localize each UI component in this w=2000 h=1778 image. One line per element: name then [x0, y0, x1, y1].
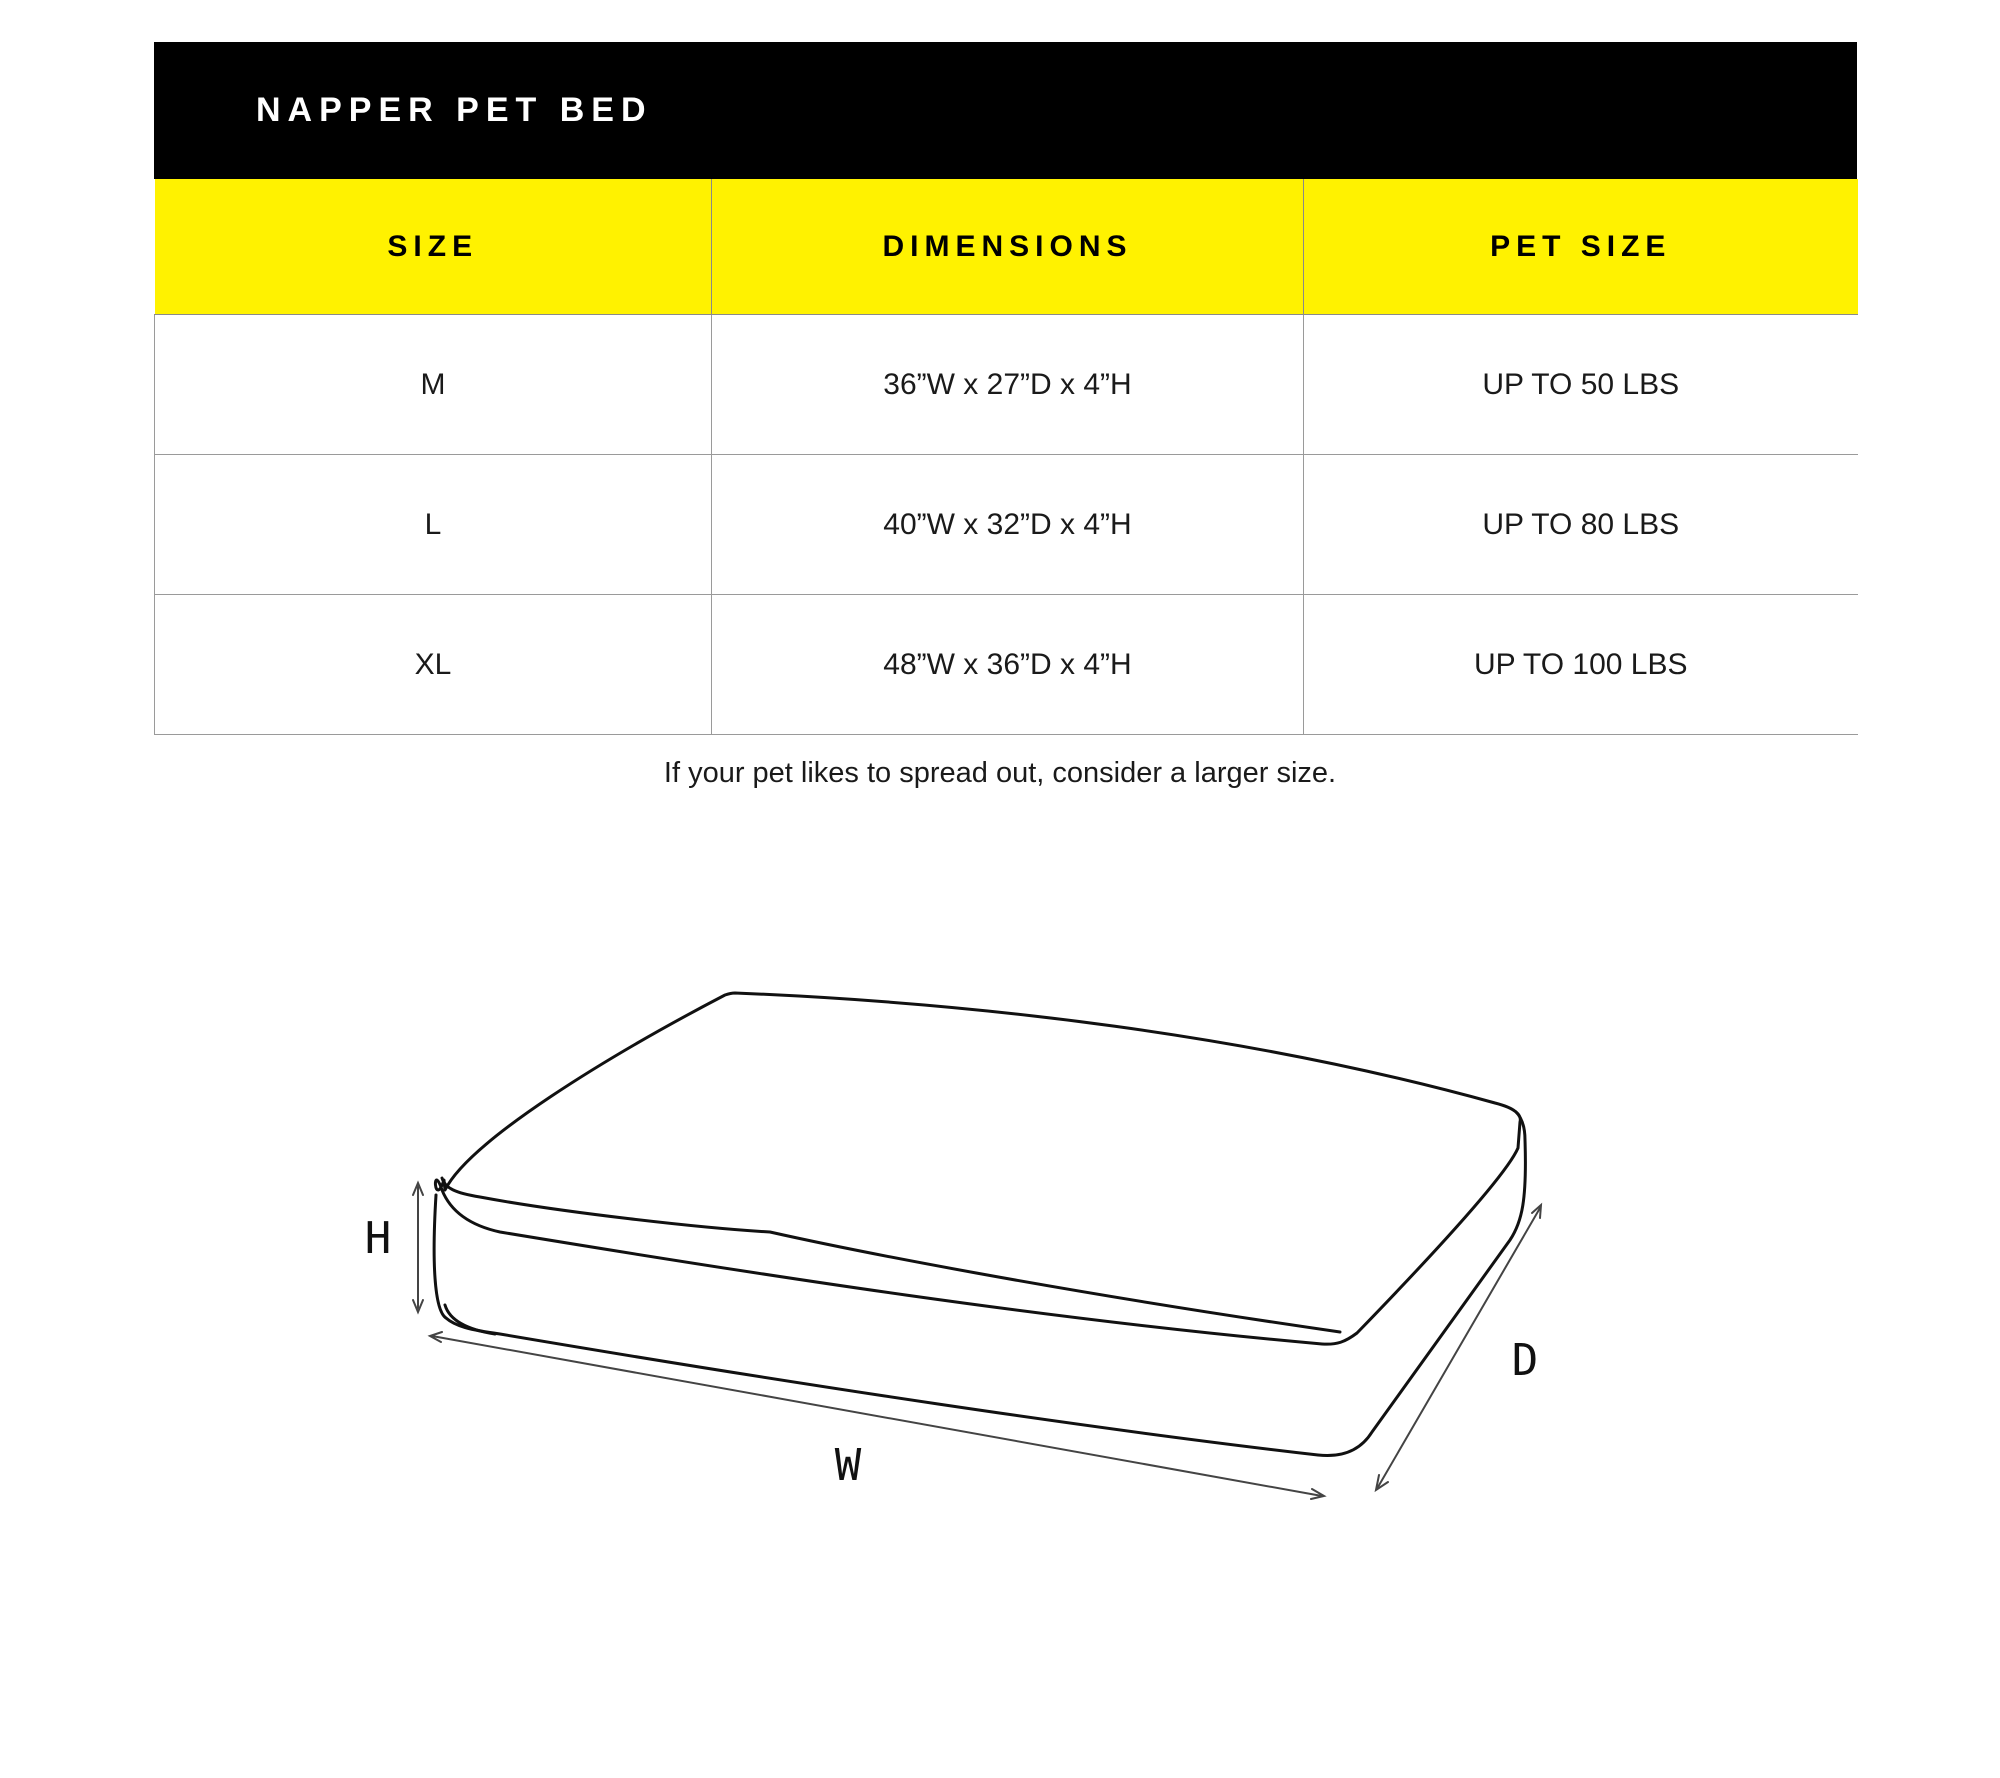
- size-table: [154, 179, 1858, 735]
- cell-size: L: [155, 455, 712, 595]
- table-row: [155, 595, 1858, 735]
- depth-arrow-line: [1378, 1208, 1540, 1487]
- header-row: [155, 179, 1858, 315]
- height-arrow-heads: [413, 1183, 423, 1312]
- cell-dimensions: 40”W x 32”D x 4”H: [712, 455, 1304, 595]
- height-label: H: [364, 1213, 392, 1264]
- width-label: W: [834, 1440, 862, 1491]
- size-note: If your pet likes to spread out, consider a larger size.: [663, 757, 1337, 789]
- table-title: NAPPER PET BED: [256, 91, 653, 129]
- cell-dimensions: 36”W x 27”D x 4”H: [712, 315, 1304, 455]
- header-size: SIZE: [155, 179, 712, 315]
- table-row: [155, 315, 1858, 455]
- cell-pet-size: UP TO 80 LBS: [1304, 455, 1858, 595]
- cell-dimensions: 48”W x 36”D x 4”H: [712, 595, 1304, 735]
- header-pet-size: PET SIZE: [1304, 179, 1858, 315]
- header-dimensions: DIMENSIONS: [712, 179, 1304, 315]
- depth-arrow-heads: [1376, 1205, 1541, 1490]
- cell-size: XL: [155, 595, 712, 735]
- table-row: [155, 455, 1858, 595]
- size-chart: [154, 42, 1857, 735]
- width-arrow-heads: [430, 1332, 1324, 1499]
- cell-pet-size: UP TO 100 LBS: [1304, 595, 1858, 735]
- depth-label: D: [1511, 1335, 1539, 1386]
- title-bar: [154, 42, 1857, 179]
- width-arrow-line: [432, 1336, 1322, 1496]
- cell-pet-size: UP TO 50 LBS: [1304, 315, 1858, 455]
- bed-outline: [434, 993, 1525, 1456]
- cell-size: M: [155, 315, 712, 455]
- dimension-lines: [413, 1183, 1541, 1499]
